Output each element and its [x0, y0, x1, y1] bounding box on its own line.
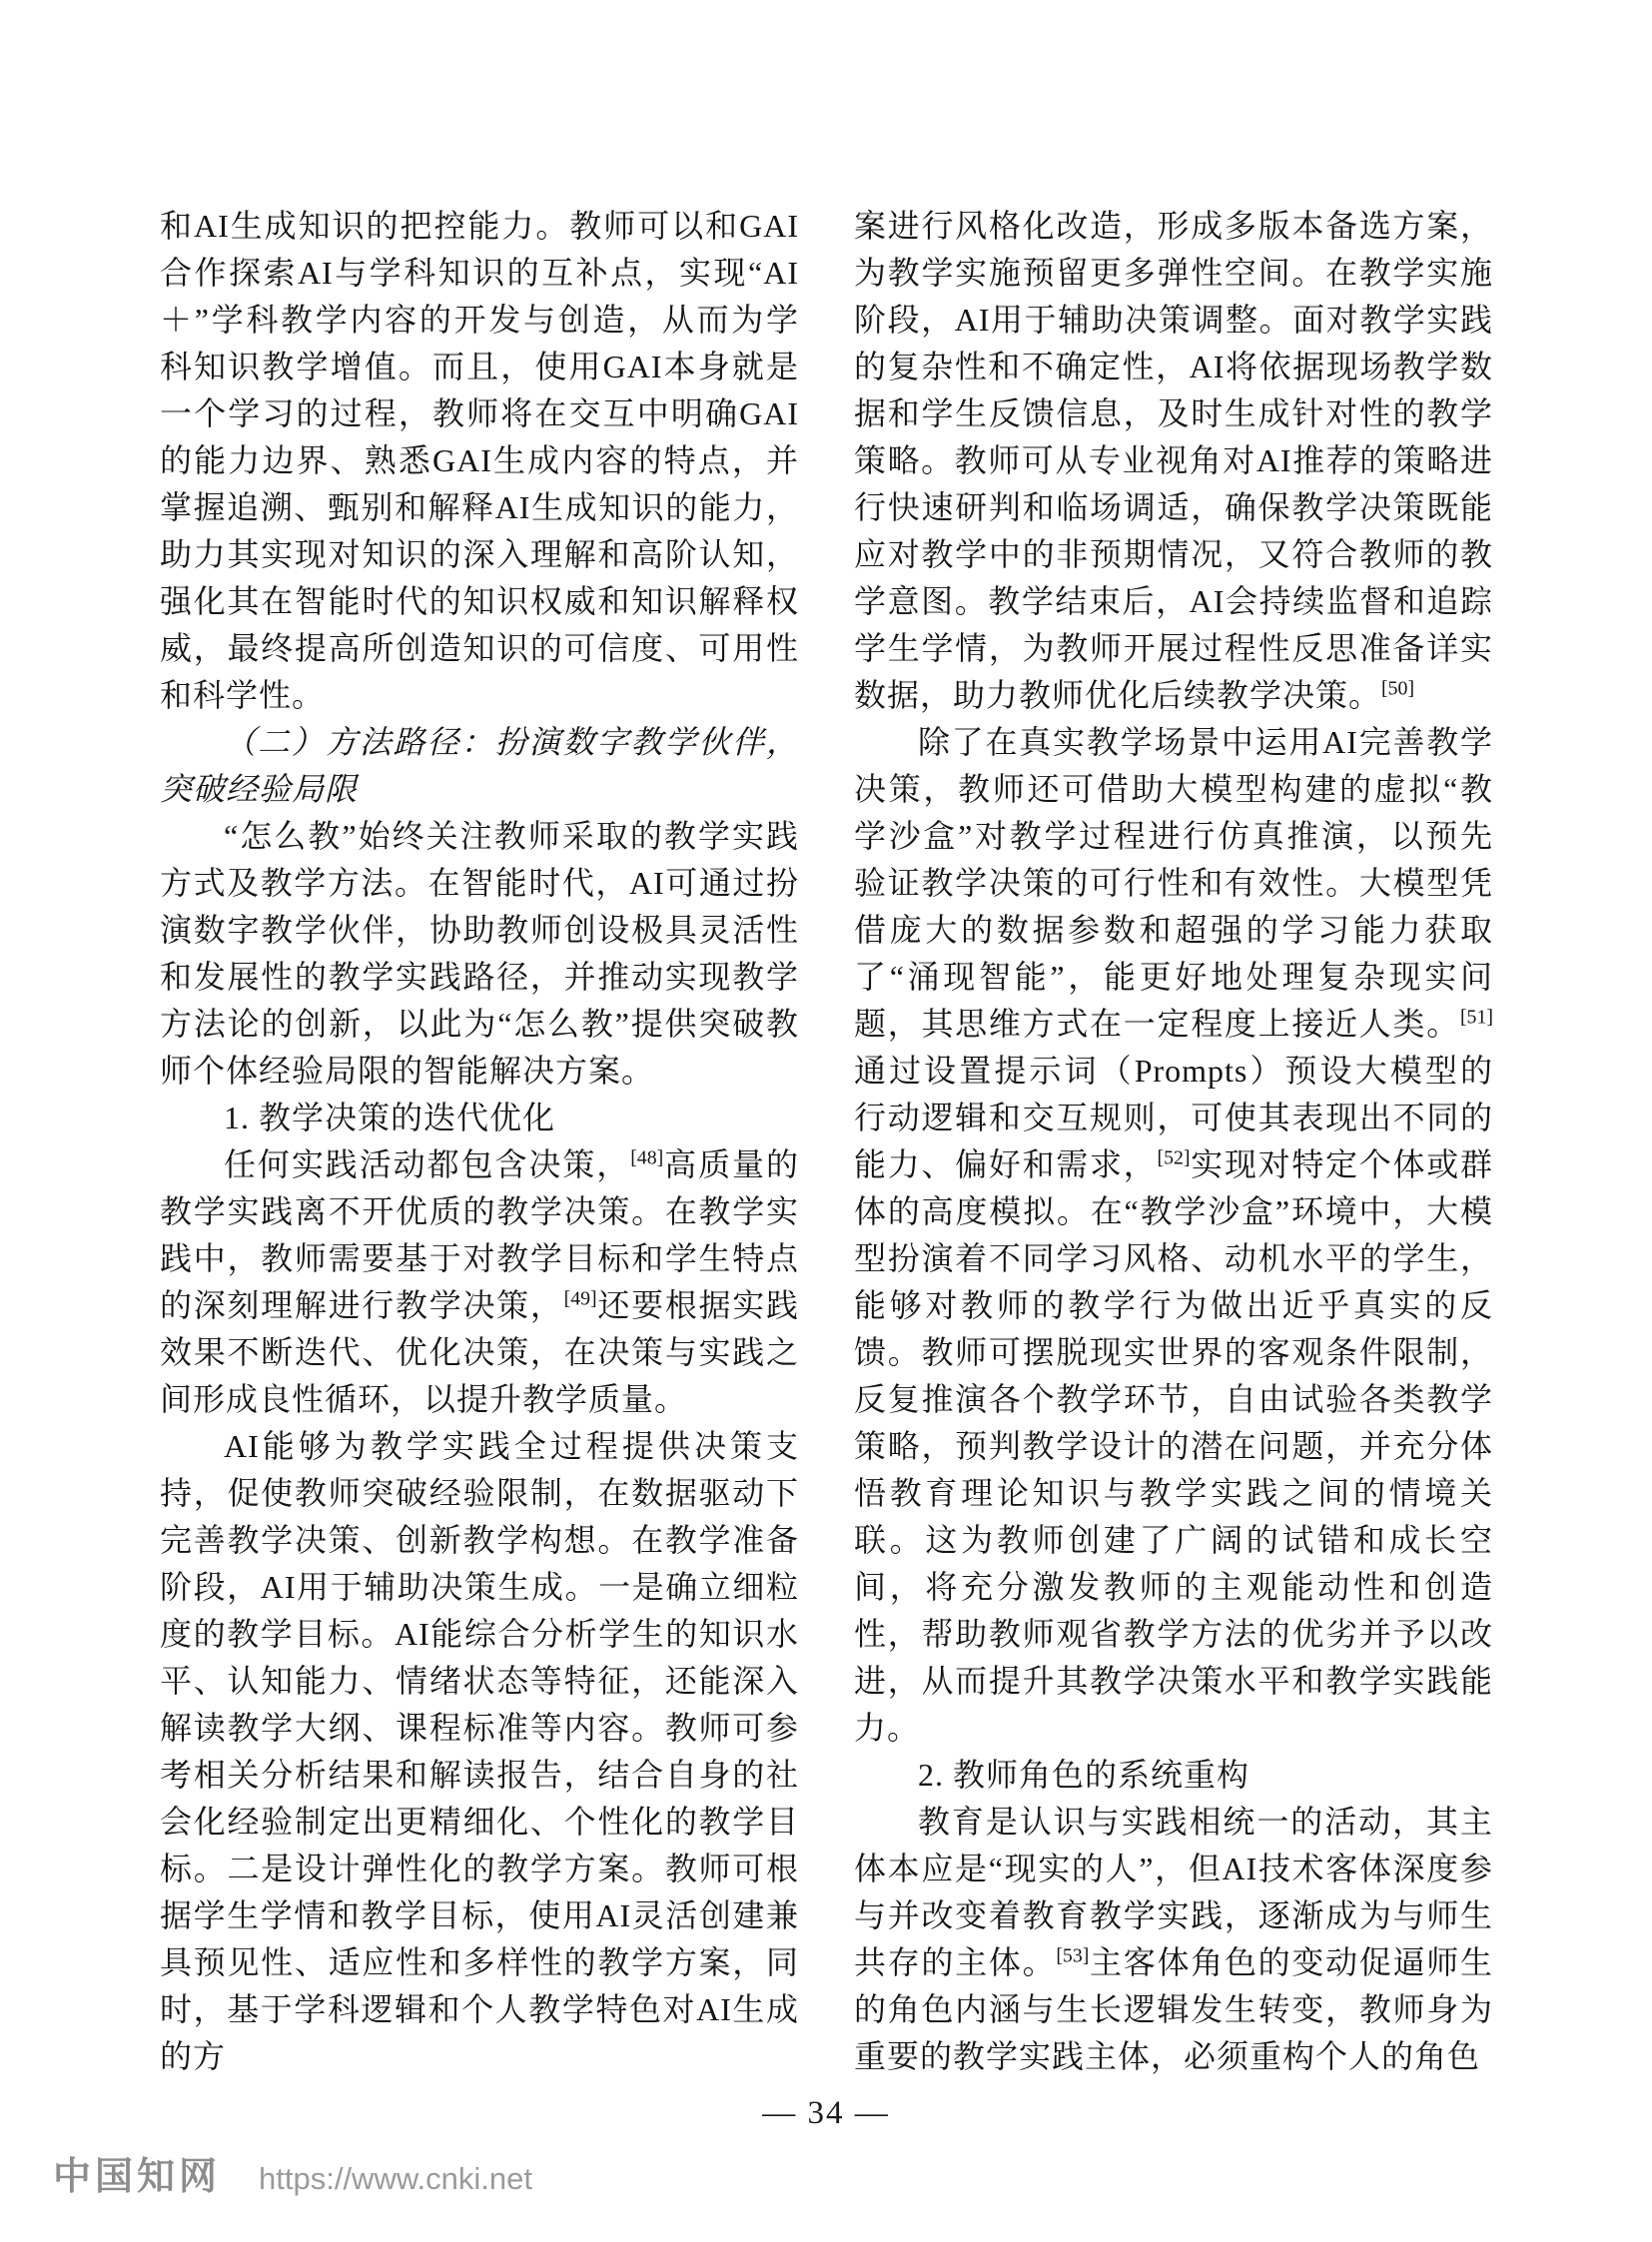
text-run: 案进行风格化改造，形成多版本备选方案，为教学实施预留更多弹性空间。在教学实施阶段，AI用于辅助决策调整。面对教学实践的复杂性和不确定性，AI将依据现场教学数据和学生反馈信息，及时生成针对性的教学策略。教师可从专业视角对AI推荐的策略进行快速研判和临场调适，确保教学决策既能应对教学中的非预期情况，又符合教师的教学意图。教学结束后，AI会持续监督和追踪学生学情，为教师开展过程性反思准备详实数据，助力教师优化后续教学决策。 [854, 208, 1493, 713]
reference-marker: [49] [563, 1287, 597, 1310]
text-run: 还要根据实践效果不断迭代、优化决策，在决策与实践之间形成良性循环，以提升教学质量。 [160, 1287, 799, 1417]
reference-marker: [48] [630, 1146, 664, 1169]
text-run: 任何实践活动都包含决策， [224, 1146, 631, 1182]
reference-marker: [51] [1459, 1006, 1493, 1029]
text-run: 1. 教学决策的迭代优化 [224, 1100, 556, 1135]
subsection-heading [160, 719, 799, 813]
cnki-watermark [53, 2145, 532, 2200]
numbered-heading [160, 1095, 799, 1141]
right-column [854, 203, 1493, 2080]
paragraph [160, 1423, 799, 2080]
paragraph [854, 1799, 1493, 2080]
reference-marker: [50] [1381, 677, 1415, 700]
text-run: 主客体角色的变动促逼师生的角色内涵与生长逻辑发生转变，教师身为重要的教学实践主体，必须重构个人的角色 [854, 1944, 1493, 2074]
text-run: 和AI生成知识的把控能力。教师可以和GAI合作探索AI与学科知识的互补点，实现“AI＋”学科教学内容的开发与创造，从而为学科知识教学增值。而且，使用GAI本身就是一个学习的过程，教师将在交互中明确GAI的能力边界、熟悉GAI生成内容的特点，并掌握追溯、甄别和解释AI生成知识的能力，助力其实现对知识的深入理解和高阶认知，强化其在智能时代的知识权威和知识解释权威，最终提高所创造知识的可信度、可用性和科学性。 [160, 208, 799, 713]
reference-marker: [52] [1157, 1146, 1191, 1169]
left-column [160, 203, 799, 2080]
text-run: “怎么教”始终关注教师采取的教学实践方式及教学方法。在智能时代，AI可通过扮演数字教学伙伴，协助教师创设极具灵活性和发展性的教学实践路径，并推动实现教学方法论的创新，以此为“怎么教”提供突破教师个体经验局限的智能解决方案。 [160, 818, 799, 1089]
paragraph [160, 203, 799, 719]
paragraph [854, 203, 1493, 719]
paragraph [854, 719, 1493, 1752]
cnki-url: https://www.cnki.net [259, 2161, 532, 2196]
page-number: — 34 — [762, 2095, 890, 2131]
text-run: 除了在真实教学场景中运用AI完善教学决策，教师还可借助大模型构建的虚拟“教学沙盒”对教学过程进行仿真推演，以预先验证教学决策的可行性和有效性。大模型凭借庞大的数据参数和超强的学习能力获取了“涌现智能”，能更好地处理复杂现实问题，其思维方式在一定程度上接近人类。 [854, 724, 1493, 1042]
paragraph [160, 1141, 799, 1423]
text-run: 实现对特定个体或群体的高度模拟。在“教学沙盒”环境中，大模型扮演着不同学习风格、动机水平的学生，能够对教师的教学行为做出近乎真实的反馈。教师可摆脱现实世界的客观条件限制，反复推演各个教学环节，自由试验各类教学策略，预判教学设计的潜在问题，并充分体悟教育理论知识与教学实践之间的情境关联。这为教师创建了广阔的试错和成长空间，将充分激发教师的主观能动性和创造性，帮助教师观省教学方法的优劣并予以改进，从而提升其教学决策水平和教学实践能力。 [854, 1146, 1493, 1746]
text-run: 教育是认识与实践相统一的活动，其主体本应是“现实的人”，但AI技术客体深度参与并改变着教育教学实践，逐渐成为与师生共存的主体。 [854, 1804, 1493, 1980]
text-run: 高质量的教学实践离不开优质的教学决策。在教学实践中，教师需要基于对教学目标和学生特点的深刻理解进行教学决策， [160, 1146, 799, 1323]
text-run: 2. 教师角色的系统重构 [918, 1757, 1250, 1793]
numbered-heading [854, 1752, 1493, 1799]
text-run: AI能够为教学实践全过程提供决策支持，促使教师突破经验限制，在数据驱动下完善教学决策、创新教学构想。在教学准备阶段，AI用于辅助决策生成。一是确立细粒度的教学目标。AI能综合分析学生的知识水平、认知能力、情绪状态等特征，还能深入解读教学大纲、课程标准等内容。教师可参考相关分析结果和解读报告，结合自身的社会化经验制定出更精细化、个性化的教学目标。二是设计弹性化的教学方案。教师可根据学生学情和教学目标，使用AI灵活创建兼具预见性、适应性和多样性的教学方案，同时，基于学科逻辑和个人教学特色对AI生成的方 [160, 1428, 799, 2074]
paragraph [160, 813, 799, 1095]
text-run: （二）方法路径：扮演数字教学伙伴，突破经验局限 [160, 724, 799, 807]
cnki-logo: 中国知网 [53, 2156, 222, 2198]
text-run: 通过设置提示词（Prompts）预设大模型的行动逻辑和交互规则，可使其表现出不同的能力、偏好和需求， [854, 1053, 1493, 1182]
reference-marker: [53] [1056, 1944, 1090, 1967]
